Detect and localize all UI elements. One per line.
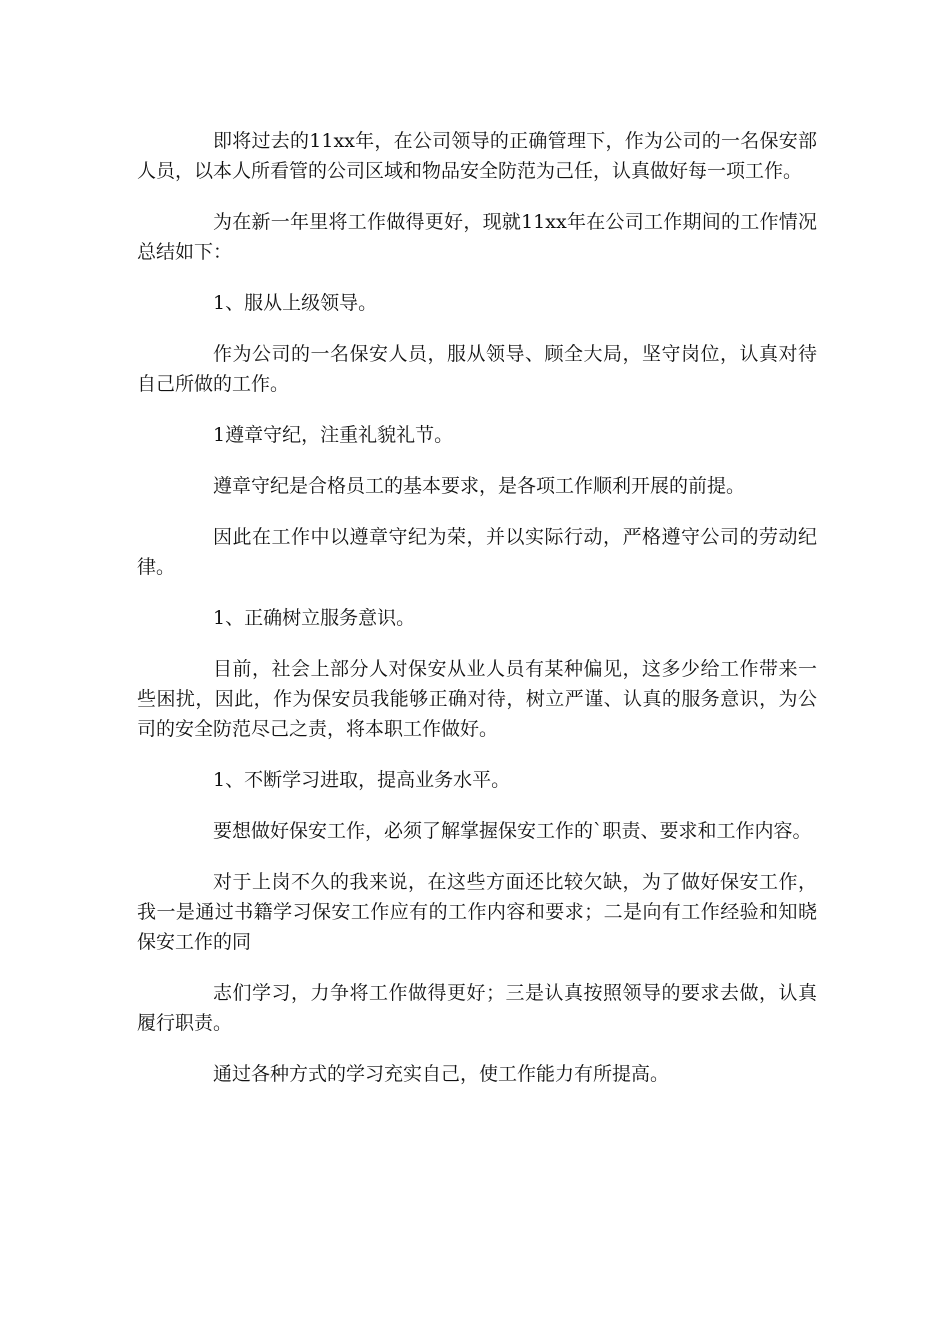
paragraph-3: 1、服从上级领导。 xyxy=(213,292,378,314)
paragraph-2: 为在新一年里将工作做得更好，现就11xx年在公司工作期间的工作情况总结如下： xyxy=(137,211,817,263)
paragraph-11: 要想做好保安工作，必须了解掌握保安工作的`职责、要求和工作内容。 xyxy=(213,820,812,842)
paragraph-6: 遵章守纪是合格员工的基本要求，是各项工作顺利开展的前提。 xyxy=(213,475,746,497)
paragraph-7: 因此在工作中以遵章守纪为荣，并以实际行动，严格遵守公司的劳动纪律。 xyxy=(137,526,817,578)
paragraph-9: 目前，社会上部分人对保安从业人员有某种偏见，这多少给工作带来一些困扰，因此，作为保安员我能够正确对待，树立严谨、认真的服务意识，为公司的安全防范尽己之责，将本职工作做好。 xyxy=(137,658,817,740)
paragraph-12: 对于上岗不久的我来说，在这些方面还比较欠缺，为了做好保安工作，我一是通过书籍学习保安工作应有的工作内容和要求；二是向有工作经验和知晓保安工作的同 xyxy=(137,871,817,953)
paragraph-10: 1、不断学习进取，提高业务水平。 xyxy=(213,769,511,791)
paragraph-13: 志们学习，力争将工作做得更好；三是认真按照领导的要求去做，认真履行职责。 xyxy=(137,982,817,1034)
paragraph-1: 即将过去的11xx年，在公司领导的正确管理下，作为公司的一名保安部人员，以本人所看管的公司区域和物品安全防范为己任，认真做好每一项工作。 xyxy=(137,130,817,182)
document-body xyxy=(137,126,817,1110)
paragraph-8: 1、正确树立服务意识。 xyxy=(213,607,416,629)
paragraph-4: 作为公司的一名保安人员，服从领导、顾全大局，坚守岗位，认真对待自己所做的工作。 xyxy=(137,343,817,395)
paragraph-14: 通过各种方式的学习充实自己，使工作能力有所提高。 xyxy=(213,1063,670,1085)
paragraph-5: 1遵章守纪，注重礼貌礼节。 xyxy=(213,424,454,446)
